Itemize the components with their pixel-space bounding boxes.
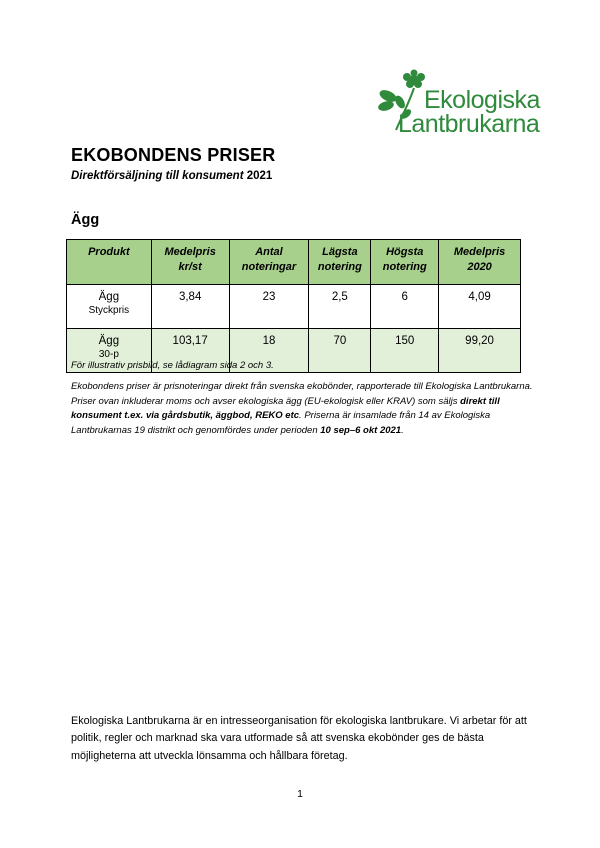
table-row [67,285,521,329]
header-antal: Antal noteringar [229,240,309,285]
cell-avg-2020: 4,09 [439,285,521,329]
page-title: EKOBONDENS PRISER [71,145,276,165]
subtitle-year: 2021 [246,170,273,182]
cell-avg-2020: 99,20 [439,329,521,373]
cell-min: 70 [309,329,371,373]
cell-avg: 3,84 [151,285,229,329]
description-p2-bold1: direkt till konsument t.ex. via gårdsbutik, äggbod, REKO etc [71,395,500,422]
description-p2-part2: . Priserna är insamlade från 14 av Ekologiska Lantbrukarnas 19 distrikt och genomfördes under perioden [71,410,491,437]
description-text [71,380,541,439]
cell-product: Ägg 30-p [67,329,152,373]
cell-max: 150 [371,329,439,373]
header-medelpris-2020: Medelpris 2020 [439,240,521,285]
section-heading: Ägg [71,212,100,228]
header-produkt: Produkt [67,240,152,285]
cell-count: 23 [229,285,309,329]
cell-max: 6 [371,285,439,329]
about-text: Ekologiska Lantbrukarna är en intresseorganisation för ekologiska lantbrukare. Vi arbetar för att politik, regler och marknad ska vara utformade så att svenska ekobönder ges de bästa möjligheterna att utveckla lönsamma och hållbara företag. [71,715,527,762]
header-lagsta: Lägsta notering [309,240,371,285]
subtitle-text: Direktförsäljning till konsument [71,170,244,182]
price-table [66,239,521,373]
table-footnote: För illustrativ prisbild, se lådiagram sida 2 och 3. [71,360,274,371]
logo-text-line2: Lantbrukarna [398,110,540,138]
page-subtitle [71,170,272,182]
header-medelpris: Medelpris kr/st [151,240,229,285]
page-number: 1 [297,788,303,800]
cell-avg: 103,17 [151,329,229,373]
cell-min: 2,5 [309,285,371,329]
description-p2-bold2: 10 sep–6 okt 2021 [320,425,402,437]
cell-count: 18 [229,329,309,373]
cell-product: Ägg Styckpris [67,285,152,329]
description-p2-part1: Priser ovan inkluderar moms och avser ekologiska ägg (EU-ekologisk eller KRAV) som säljs [71,395,461,407]
header-hogsta: Högsta notering [371,240,439,285]
description-p1: Ekobondens priser är prisnoteringar direkt från svenska ekobönder, rapporterade till Ekologiska Lantbrukarna. [71,381,533,392]
description-p2-end: . [401,425,404,437]
logo-text-line1: Ekologiska [424,86,540,114]
table-header-row [67,240,521,285]
logo [376,68,540,138]
